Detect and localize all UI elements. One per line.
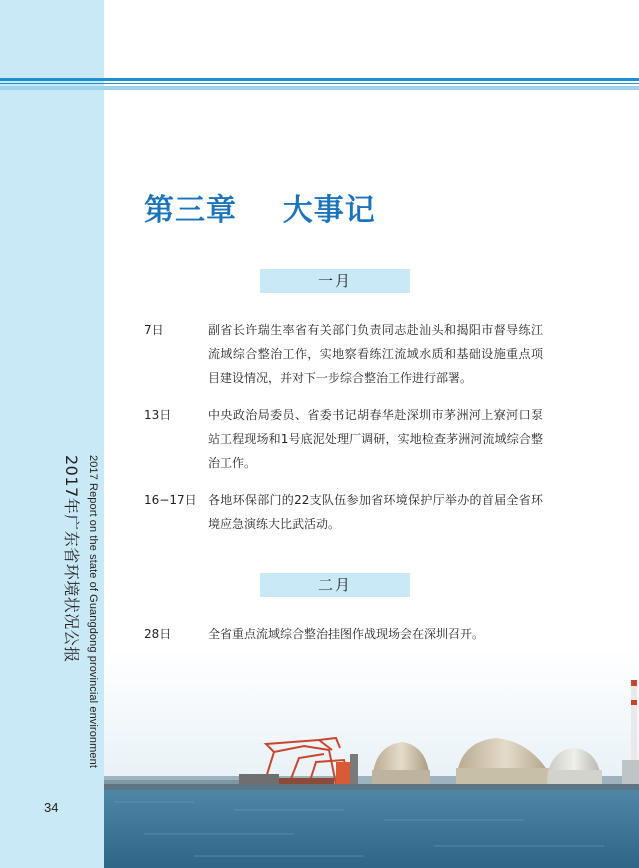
event-text: 中央政治局委员、省委书记胡春华赴深圳市茅洲河上寮河口泵站工程现场和1号底泥处理厂调研，实地检查茅洲河流域综合整治工作。: [208, 408, 543, 470]
event-date: 28日: [144, 627, 172, 641]
chapter-title: 第三章 大事记: [144, 193, 376, 228]
event-date: 7日: [144, 323, 164, 337]
sidebar-report-title: [30, 455, 100, 795]
report-title-en: 2017 Report on the state of Guangdong provincial environment: [87, 455, 99, 768]
harbor-photo: [104, 650, 639, 868]
header-rule-thin: [0, 83, 639, 84]
header-rule-thick: [0, 78, 639, 81]
header-rule-light: [0, 86, 639, 90]
event-date: 16−17日: [144, 493, 197, 507]
header-rules: [0, 78, 639, 92]
event-text: 各地环保部门的22支队伍参加省环境保护厅举办的首届全省环境应急演练大比武活动。: [208, 493, 543, 531]
month-heading-february: 二月: [260, 573, 410, 597]
event-text: 副省长许瑞生率省有关部门负责同志赴汕头和揭阳市督导练江流域综合整治工作，实地察看练江流域水质和基础设施重点项目建设情况，并对下一步综合整治工作进行部署。: [208, 323, 543, 385]
event-text: 全省重点流域综合整治挂图作战现场会在深圳召开。: [208, 627, 485, 641]
page-number: 34: [44, 800, 59, 815]
month-heading-january: 一月: [260, 269, 410, 293]
sidebar: [0, 0, 104, 868]
event-date: 13日: [144, 408, 172, 422]
report-title-zh: 2017年广东省环境状况公报: [62, 455, 81, 663]
